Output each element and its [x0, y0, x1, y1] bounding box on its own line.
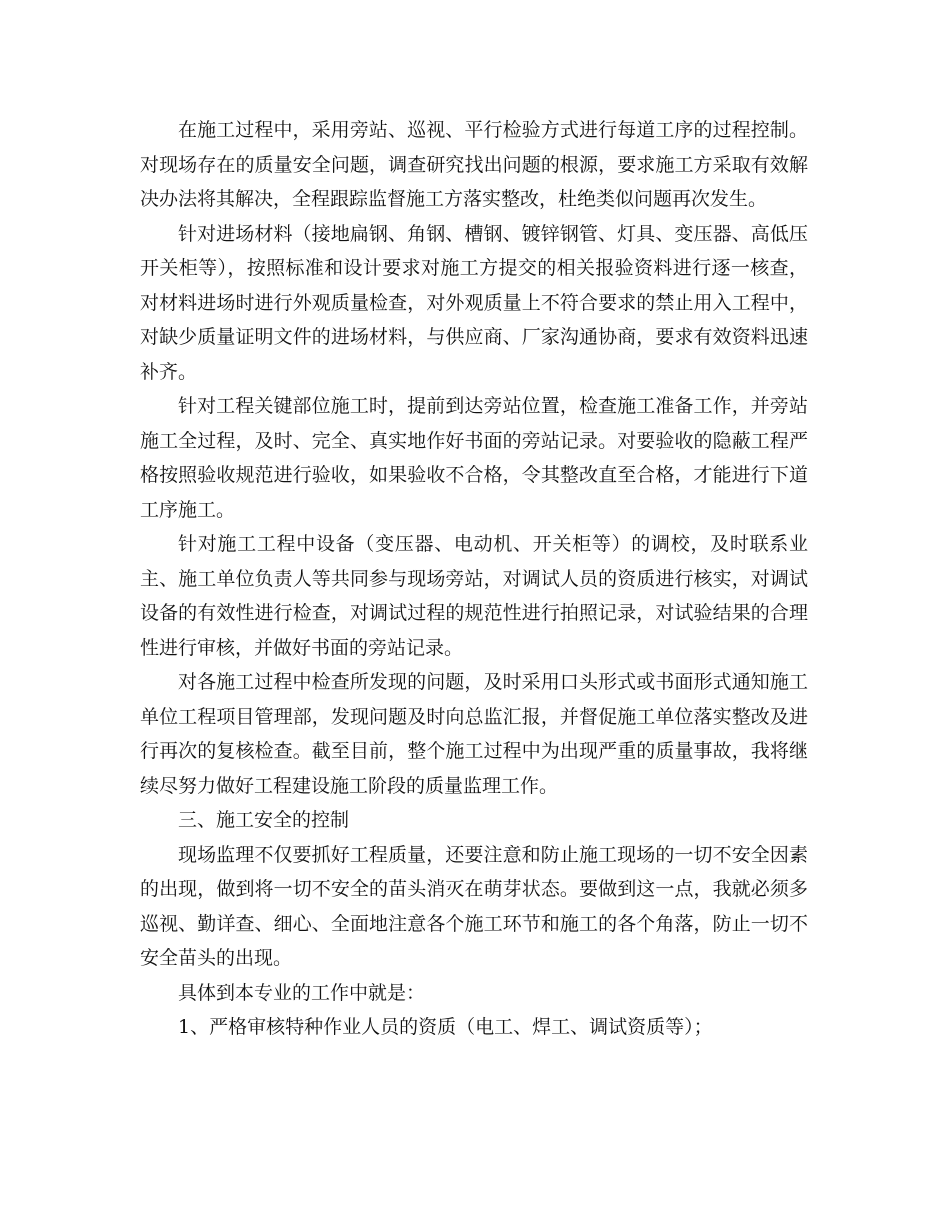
paragraph-specific-work: 具体到本专业的工作中就是： — [178, 981, 426, 1004]
list-item-qualification-review: 1、严格审核特种作业人员的资质（电工、焊工、调试资质等）； — [178, 1016, 713, 1038]
section-heading-safety-control: 三、施工安全的控制 — [178, 809, 350, 831]
document-body — [140, 113, 808, 1045]
paragraph-key-parts-construction: 针对工程关键部位施工时，提前到达旁站位置，检查施工准备工作，并旁站施工全过程，及时、完全、真实地作好书面的旁站记录。对要验收的隐蔽工程严格按照验收规范进行验收，如果验收不合格，令其整改直至合格，才能进行下道工序施工。 — [140, 395, 808, 521]
paragraph-equipment-calibration: 针对施工工程中设备（变压器、电动机、开关柜等）的调校，及时联系业主、施工单位负责人等共同参与现场旁站，对调试人员的资质进行核实，对调试设备的有效性进行检查，对调试过程的规范性进行拍照记录，对试验结果的合理性进行审核，并做好书面的旁站记录。 — [140, 533, 808, 659]
paragraph-problem-followup: 对各施工过程中检查所发现的问题，及时采用口头形式或书面形式通知施工单位工程项目管理部，发现问题及时向总监汇报，并督促施工单位落实整改及进行再次的复核检查。截至目前，整个施工过程中为出现严重的质量事故，我将继续尽努力做好工程建设施工阶段的质量监理工作。 — [140, 671, 808, 797]
paragraph-incoming-materials: 针对进场材料（接地扁钢、角钢、槽钢、镀锌钢管、灯具、变压器、高低压开关柜等），按照标准和设计要求对施工方提交的相关报验资料进行逐一核查，对材料进场时进行外观质量检查，对外观质量上不符合要求的禁止用入工程中，对缺少质量证明文件的进场材料，与供应商、厂家沟通协商，要求有效资料迅速补齐。 — [140, 222, 808, 383]
paragraph-site-supervision: 现场监理不仅要抓好工程质量，还要注意和防止施工现场的一切不安全因素的出现，做到将一切不安全的苗头消灭在萌芽状态。要做到这一点，我就必须多巡视、勤详查、细心、全面地注意各个施工环节和施工的各个角落，防止一切不安全苗头的出现。 — [140, 843, 808, 969]
paragraph-process-control: 在施工过程中，采用旁站、巡视、平行检验方式进行每道工序的过程控制。对现场存在的质量安全问题，调查研究找出问题的根源，要求施工方采取有效解决办法将其解决，全程跟踪监督施工方落实整改，杜绝类似问题再次发生。 — [140, 119, 808, 210]
